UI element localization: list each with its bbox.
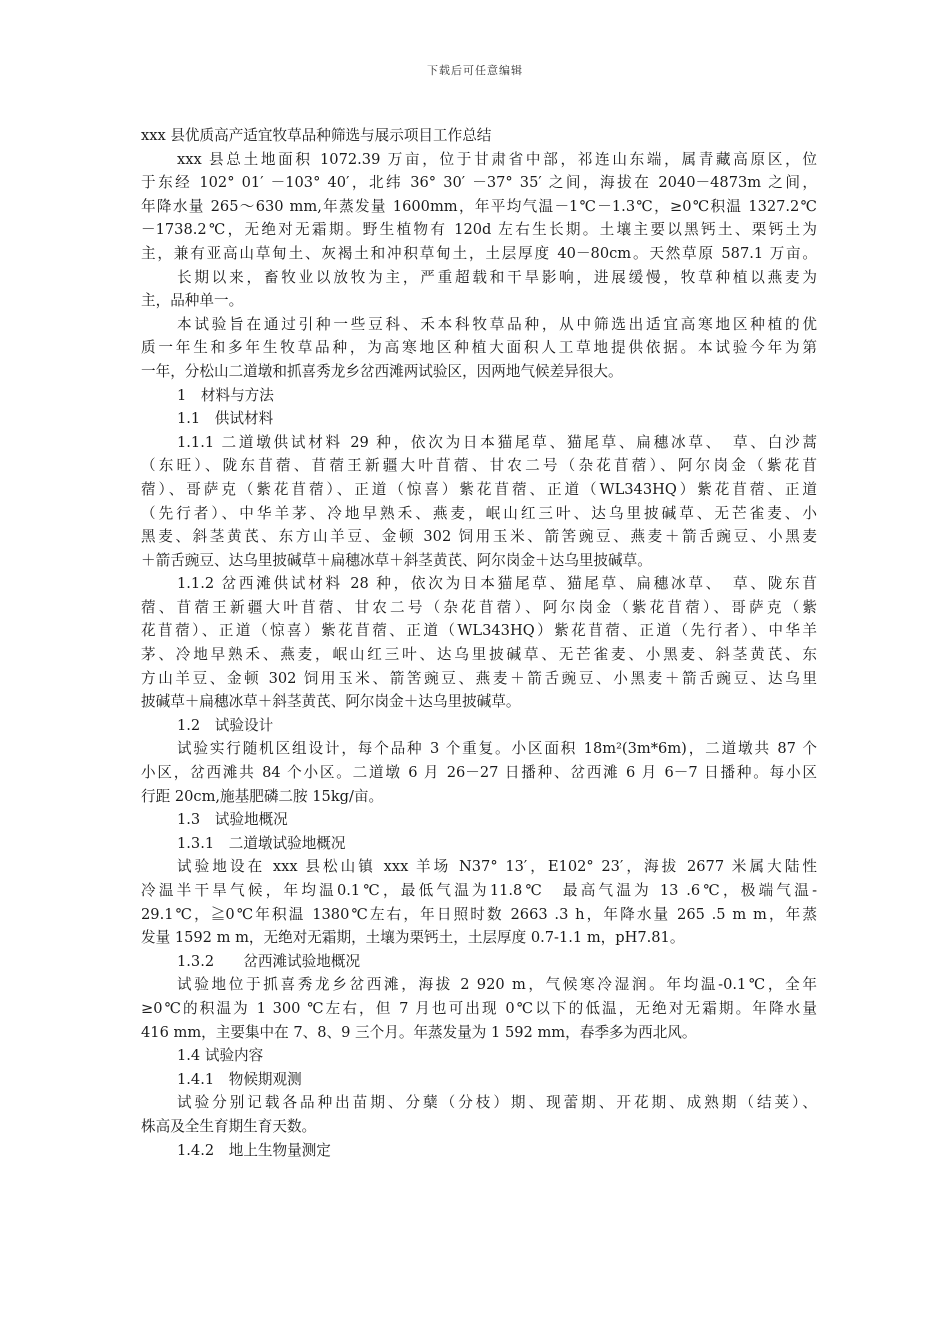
text-line: 29.1℃，≧0℃年积温 1380℃左右，年日照时数 2663 .3 h，年降水量 265 .5 m m，年蒸 xyxy=(141,905,817,923)
text-line: （东旺）、陇东苜蓿、苜蓿王新疆大叶苜蓿、甘农二号（杂花苜蓿）、阿尔岗金（紫花苜 xyxy=(141,457,817,475)
text-line: 本试验旨在通过引种一些豆科、禾本科牧草品种，从中筛选出适宜高寒地区种植的优 xyxy=(177,315,817,333)
text-line: 1.2 试验设计 xyxy=(177,716,274,734)
text-line: 长期以来，畜牧业以放牧为主，严重超载和干旱影响，进展缓慢，牧草种植以燕麦为 xyxy=(177,268,817,286)
text-line: 蓿、苜蓿王新疆大叶苜蓿、甘农二号（杂花苜蓿）、阿尔岗金（紫花苜蓿）、哥萨克（紫 xyxy=(141,598,817,616)
text-line: 1.3.2 岔西滩试验地概况 xyxy=(177,952,361,970)
text-line: xxx 县总土地面积 1072.39 万亩，位于甘肃省中部，祁连山东端，属青藏高原区，位 xyxy=(177,150,817,168)
text-line: 1.1.2 岔西滩供试材料 28 种，依次为日本猫尾草、猫尾草、扁穗冰草、 草、陇东苜 xyxy=(177,575,817,593)
text-line: 蓿）、哥萨克（紫花苜蓿）、正道（惊喜）紫花苜蓿、正道（WL343HQ）紫花苜蓿、正道 xyxy=(141,480,817,498)
text-line: 披碱草＋扁穗冰草＋斜茎黄芪、阿尔岗金＋达乌里披碱草。 xyxy=(141,693,521,711)
text-line: 416 mm，主要集中在 7、8、9 三个月。年蒸发量为 1 592 mm，春季多为西北风。 xyxy=(141,1023,697,1041)
text-line: 主，品种单一。 xyxy=(141,292,244,310)
text-line: 试验实行随机区组设计，每个品种 3 个重复。小区面积 18m²(3m*6m)，二道墩共 87 个 xyxy=(177,740,817,758)
text-line: 一年，分松山二道墩和抓喜秀龙乡岔西滩两试验区，因两地气候差异很大。 xyxy=(141,362,623,380)
text-line: 于东经 102° 01′ －103° 40′，北纬 36° 30′ －37° 35′ 之间，海拔在 2040－4873m 之间， xyxy=(141,174,817,192)
page-header: 下载后可任意编辑 xyxy=(427,64,523,77)
text-line: 1.4 试验内容 xyxy=(177,1047,264,1065)
text-line: 小区，岔西滩共 84 个小区。二道墩 6 月 26－27 日播种、岔西滩 6 月 6－7 日播种。每小区 xyxy=(141,764,817,782)
text-line: 发量 1592 m m，无绝对无霜期，土壤为栗钙土，土层厚度 0.7-1.1 m，pH7.81。 xyxy=(141,929,685,947)
document-title: xxx 县优质高产适宜牧草品种筛选与展示项目工作总结 xyxy=(141,127,492,144)
document-body xyxy=(141,124,817,1162)
text-line: ＋箭舌豌豆、达乌里披碱草＋扁穗冰草＋斜茎黄芪、阿尔岗金＋达乌里披碱草。 xyxy=(141,551,652,569)
text-line: 行距 20cm,施基肥磷二胺 15kg/亩。 xyxy=(141,787,384,805)
text-line: 1.1.1 二道墩供试材料 29 种，依次为日本猫尾草、猫尾草、扁穗冰草、 草、白沙蒿 xyxy=(177,433,817,451)
text-line: 方山羊豆、金顿 302 饲用玉米、箭筈豌豆、燕麦＋箭舌豌豆、小黑麦＋箭舌豌豆、达乌里 xyxy=(141,669,817,687)
text-line: 试验地设在 xxx 县松山镇 xxx 羊场 N37° 13′，E102° 23′，海拔 2677 米属大陆性 xyxy=(177,858,817,876)
text-line: 试验地位于抓喜秀龙乡岔西滩，海拔 2 920 m，气候寒冷湿润。年均温-0.1℃，全年 xyxy=(177,976,817,994)
text-line: 试验分别记载各品种出苗期、分蘖（分枝）期、现蕾期、开花期、成熟期（结荚）、 xyxy=(177,1094,817,1112)
text-line: 1.1 供试材料 xyxy=(177,410,274,428)
text-line: 主，兼有亚高山草甸土、灰褐土和冲积草甸土，土层厚度 40－80cm。天然草原 587.1 万亩。 xyxy=(141,244,817,262)
text-line: 黑麦、斜茎黄芪、东方山羊豆、金顿 302 饲用玉米、箭筈豌豆、燕麦＋箭舌豌豆、小黑麦 xyxy=(141,528,817,546)
text-line: －1738.2℃，无绝对无霜期。野生植物有 120d 左右生长期。土壤主要以黑钙土、栗钙土为 xyxy=(141,221,817,239)
text-line: ≥0℃的积温为 1 300 ℃左右，但 7 月也可出现 0℃以下的低温，无绝对无霜期。年降水量 xyxy=(141,999,817,1017)
text-line: 茅、冷地早熟禾、燕麦，岷山红三叶、达乌里披碱草、无芒雀麦、小黑麦、斜茎黄芪、东 xyxy=(141,646,817,664)
text-line: 年降水量 265～630 mm,年蒸发量 1600mm，年平均气温－1℃－1.3℃，≥0℃积温 1327.2℃ xyxy=(141,197,817,215)
text-line: 质一年生和多年生牧草品种，为高寒地区种植大面积人工草地提供依据。本试验今年为第 xyxy=(141,339,817,357)
text-line: 花苜蓿）、正道（惊喜）紫花苜蓿、正道（WL343HQ）紫花苜蓿、正道（先行者）、中华羊 xyxy=(141,622,817,640)
text-line: 株高及全生育期生育天数。 xyxy=(141,1117,317,1135)
text-line: 1.3 试验地概况 xyxy=(177,811,288,829)
text-line: （先行者）、中华羊茅、冷地早熟禾、燕麦，岷山红三叶、达乌里披碱草、无芒雀麦、小 xyxy=(141,504,817,522)
text-line: 1.4.2 地上生物量测定 xyxy=(177,1141,331,1159)
text-line: 1.3.1 二道墩试验地概况 xyxy=(177,834,346,852)
text-line: 1.4.1 物候期观测 xyxy=(177,1070,302,1088)
text-line: 1 材料与方法 xyxy=(177,386,274,404)
text-line: 冷温半干旱气候，年均温0.1℃，最低气温为11.8℃ 最高气温为 13 .6℃，极端气温- xyxy=(141,882,817,899)
